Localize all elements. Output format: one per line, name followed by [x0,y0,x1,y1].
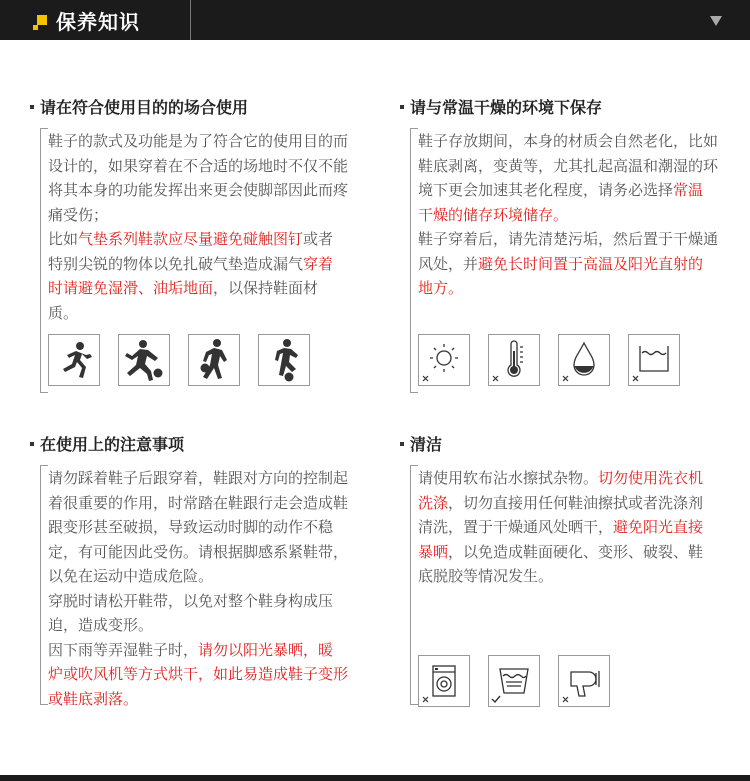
body-text: 请使用软布沾水擦拭杂物。 [418,469,599,487]
section-bracket [410,128,418,393]
paragraph [48,227,348,325]
body-text: 请勿踩着鞋子后跟穿着，鞋跟对方向的控制起着很重要的作用，时常踏在鞋跟行走会造成鞋跟变形甚至破损，导致运动时脚的动作不稳定，有可能因此受伤。请根据脚感系紧鞋带，以免在运动中造成危险。 [48,469,349,585]
dropdown-arrow-icon[interactable] [710,16,722,26]
section-title-text: 在使用上的注意事项 [40,435,185,454]
header-divider [190,0,191,40]
bullet-icon [30,442,34,446]
section-storage [400,95,730,405]
body-text: 鞋子的款式及功能是为了符合它的使用目的而设计的，如果穿着在不合适的场地时不仅不能将其本身的功能发挥出来更会使脚部因此而疼痛受伤； [48,132,349,224]
paragraph [418,129,718,227]
highlight-text: 请勿以阳光暴晒，暖炉或吹风机等方式烘干，如此易造成鞋子变形或鞋底剥落。 [48,640,349,708]
section-title [400,95,602,118]
bullet-icon [400,442,404,446]
body-text: ，切勿直接用任何鞋油擦拭或者洗涤剂清洗，置于干燥通风处晒干， [418,493,704,536]
bullet-icon [400,105,404,109]
section-bracket [40,128,48,393]
paragraph [48,129,348,227]
no-hair-dryer-icon [558,655,610,707]
no-thermometer-icon [488,334,540,386]
highlight-text: 避免长时间置于高温及阳光直射的地方。 [418,254,704,297]
paragraph [48,589,348,638]
section-title [30,95,248,118]
hand-wash-icon [488,655,540,707]
body-text: ，以免造成鞋面硬化、变形、破裂、鞋底脱胶等情况发生。 [418,542,704,585]
no-washing-machine-icon [418,655,470,707]
basketball-player-icon [188,334,240,386]
highlight-text: 切勿使用洗衣机洗涤 [418,469,704,512]
body-text: 或者特别尖锐的物体以免扎破气垫造成漏气 [48,230,334,273]
highlight-text: 常温干燥的储存环境储存。 [418,181,704,224]
page-title: 保养知识 [56,10,140,34]
football-player-icon [118,334,170,386]
header-bar [0,0,750,40]
body-text: 因下雨等弄湿鞋子时， [48,640,199,659]
section-body [48,466,348,711]
paragraph [418,227,718,301]
soccer-kick-icon [258,334,310,386]
bullet-icon [30,105,34,109]
body-text: ，以保持鞋面材质。 [48,279,319,322]
footer-bar [0,775,750,781]
paragraph [48,466,348,589]
section-body [48,129,348,325]
runner-icon [48,334,100,386]
paragraph [48,638,348,712]
section-cleaning [400,432,730,722]
body-text: 鞋子存放期间，本身的材质会自然老化，比如鞋底剥离，变黄等，尤其扎起高温和潮湿的环境下更会加速其老化程度，请务必选择 [418,132,719,199]
section-title [30,432,184,455]
highlight-text: 气垫系列鞋款应尽量避免碰触图钉 [78,230,304,248]
section-title-text: 清洁 [410,435,443,454]
body-text: 鞋子穿着后，请先清楚污垢，然后置于干燥通风处，并 [418,230,719,273]
body-text: 比如 [48,230,79,248]
no-sun-icon [418,334,470,386]
highlight-text: 穿着时请避免湿滑、油垢地面 [48,254,334,297]
section-usage-notes [30,432,360,722]
body-text: 穿脱时请松开鞋带，以免对整个鞋身构成压迫，造成变形。 [48,591,334,634]
section-usage-purpose [30,95,360,405]
paragraph [418,466,718,589]
section-bracket [410,465,418,705]
section-bracket [40,465,48,705]
section-title [400,432,442,455]
title-marker-icon [37,15,47,25]
section-body [418,466,718,589]
no-water-drop-icon [558,334,610,386]
no-soak-icon [628,334,680,386]
title-marker-small-icon [33,25,38,30]
section-title-text: 请与常温干燥的环境下保存 [410,98,603,117]
section-title-text: 请在符合使用目的的场合使用 [40,98,249,117]
section-body [418,129,718,301]
highlight-text: 避免阳光直接暴晒 [418,518,704,561]
